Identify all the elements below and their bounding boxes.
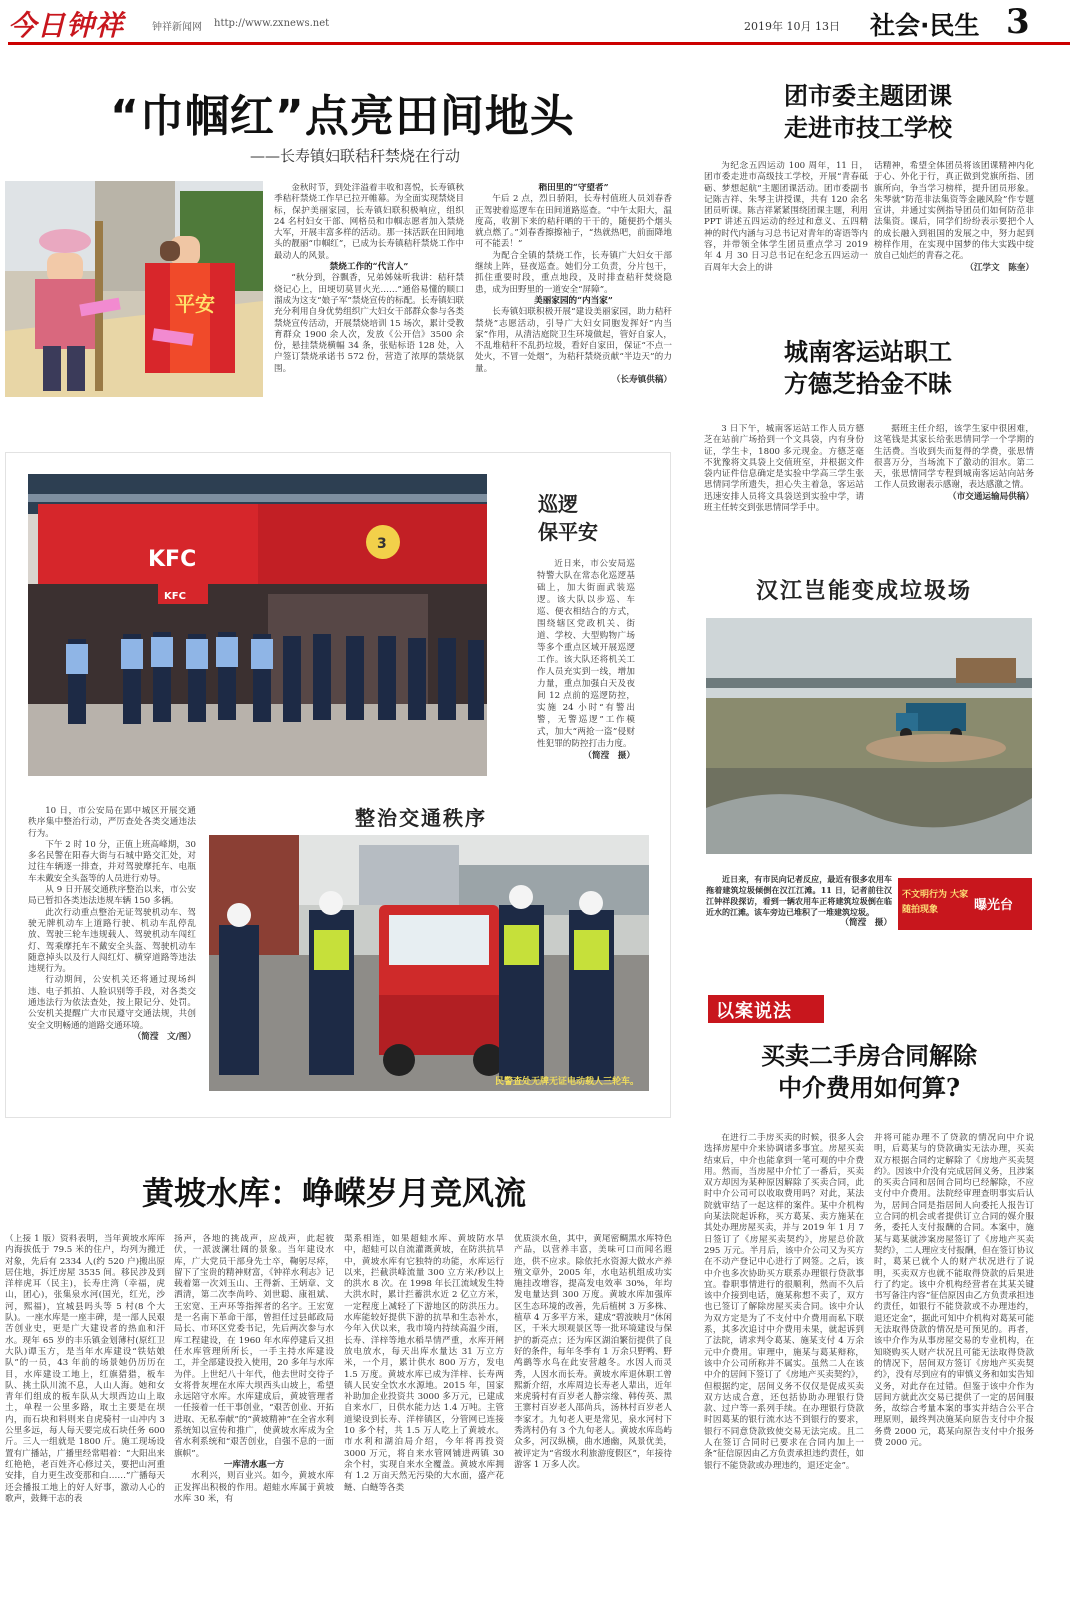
banner-number: 3 — [377, 536, 387, 552]
vest-text: 平安 — [175, 292, 215, 316]
league-title-line2: 走进市技工学校 — [784, 113, 952, 142]
station-col-1 — [704, 424, 864, 536]
station-title-line2: 方德芝拾金不昧 — [784, 369, 952, 398]
station-title — [700, 336, 1036, 400]
page-number: 3 — [1006, 2, 1030, 42]
patrol-p1: 近日来，市公安局巡特警大队在常态化巡逻基础上，加大街面武装巡逻。该大队以步巡、车巡、便衣相结合的方式，围绕辖区党政机关、街道、学校、大型购物广场等多个重点区域开展巡逻工作。该大队还将机关工作人员充实到一线，增加力量，重点加强白天及夜间 12 点前的巡逻防控，实施 24 小时“有警出警，无警巡逻”工作模式，加大“两抢一盗”侵财性犯罪的防控打击力度。 — [537, 559, 635, 749]
lead-subhead-c: 美丽家园的“内当家” — [534, 295, 613, 306]
masthead-site: 钟祥新闻网 — [152, 22, 202, 33]
exposure-badge-right: 曝光台 — [974, 898, 1014, 913]
lead-p5: 长寿镇妇联积极开展“建设美丽家园，助力秸秆禁烧”志愿活动，引导广大妇女同胞发挥好“内当家”作用，从清洁庭院卫生环境做起，管好自家人，不乱堆秸秆不乱扔垃圾，看好自家田，保证“不点一处火，不冒一处烟”，为秸秆禁烧贡献“半边天”的力量。 — [475, 307, 672, 374]
patrol-title-line2: 保平安 — [538, 520, 598, 544]
law-title — [704, 1040, 1034, 1104]
lead-p2: “秋分到，谷飘香，兄弟姊妹听我讲：秸秆禁烧记心上，田埂切莫冒火光……”通俗易懂的顺口溜成为这支“娘子军”禁烧宣传的标配。长寿镇妇联充分利用自身优势组织广大妇女干部群众参与各类禁烧宣传活动，开展禁烧培训 15 场次，累计受教育群众 1900 余人次，发放《公开信》3500 余份，悬挂禁烧横幅 34 条，张贴标语 128 处，入户签订禁烧承诺书 572 份，营造了浓厚的禁烧氛围。 — [274, 273, 464, 374]
patrol-photo — [28, 474, 487, 776]
traffic-p5: 行动期间，公安机关还将通过现场纠违、电子抓拍、人脸识别等手段，对各类交通违法行为依法查处，按上限记分、处罚。公安机关提醒广大市民遵守交通法规，共创安全文明畅通的道路交通环境。 — [28, 975, 196, 1031]
reservoir-col-3 — [344, 1234, 504, 1617]
traffic-credit: （简滢 文/图） — [132, 1031, 196, 1042]
masthead-url[interactable]: http://www.zxnews.net — [214, 18, 330, 29]
traffic-p3: 从 9 日开展交通秩序整治以来，市公安局已暂扣各类违法违规车辆 150 多辆。 — [28, 885, 196, 907]
lead-subtitle: ——长寿镇妇联秸秆禁烧在行动 — [250, 147, 461, 165]
reservoir-p1: （上接 1 版）资料表明，当年黄坡水库库内海拔低于 79.5 米的住户，均列为搬迁对象，先后有 2334 人(约 520 户)搬出原居住地，拆迁房屋 3535 间。移民涉及到洋梓虎耳（民主)，长寿庄湾（幸福，虎山，团心)，张集泉水河(国光，红光，沙河，熙福)，宜城县吗头等 5 村(8 个大队)。一座水库是一座丰碑，是一部人民艰苦创业史，更是广大建设者的热血和汗水。现年 65 岁的丰乐镇金划薄村(原红卫大队)谭玉方，是当年水库建设“铁姑娘队”的一员，43 年前的场景她仍历历在目，水库建设工地上，红旗猎猎，板车队、挑土队川流不息，人山人海。她和女青年们组成的板车队从大坝西边山上取土，单程一公里多路，取土主要是在坝内，而石块和料则来自虎骑村一山冲内 3 公里多远，每人每天要完成石块任务 600 斤。三人一组就是 1800 斤。施工现场设置有广播站，广播里经常唱着：“大阳出来红艳艳，老百姓齐心修过关，要把山河重安排，自力更生改变那和白……”广播每天还会播报工地上的好人好事，激动人心的歌声，鼓舞干志的表 — [5, 1234, 165, 1504]
reservoir-headline: 黄坡水库：峥嵘岁月竞风流 — [142, 1174, 527, 1212]
masthead-logo: 今日钟祥 — [8, 9, 125, 42]
kfc-sign: KFC — [148, 547, 197, 572]
lead-p4: 为配合全镇的禁烧工作，长寿镇广大妇女干部继续上阵，昼夜巡查。她们分工负责，分片包干，抓住重要时段，重点地段，及时排查秸秆焚烧隐患，成为田野里的一道安全“屏障”。 — [475, 250, 672, 295]
traffic-photo — [209, 835, 649, 1091]
law-col-2 — [874, 1133, 1034, 1617]
station-p1: 3 日下午，城南客运站工作人员方德芝在站前广场拾到一个文具袋，内有身份证，学生卡，1800 多元现金。方德芝毫不犹豫将文具袋上交值班室，并根据文件袋内证件信息确定是实验中学高三学生张思情同学所遗失，担心失主着急，客运站迅速安排人员将文具袋送到实验中学，请班主任转交到张思情同学手中。 — [704, 424, 864, 514]
league-title — [700, 80, 1036, 144]
lead-p1: 金秋时节，到处洋溢着丰收和喜悦，长寿镇秋季秸秆禁烧工作早已拉开帷幕。为全面实现禁烧目标，保护美丽家园，长寿镇妇联积极响应，组织 24 名村妇女干部、网格员和巾帼志愿者加入禁烧大军，开展丰富多样的活动。那一抹活跃在田间地头的靓丽“巾帼红”，已成为长寿镇秸秆禁烧工作中最动人的风景。 — [274, 183, 464, 261]
traffic-p1: 10 日，市公安局在郢中城区开展交通秩序集中整治行动，严厉查处各类交通违法行为。 — [28, 806, 196, 839]
lead-col-2 — [475, 183, 672, 397]
lead-subhead-b: 稻田里的“守望者” — [538, 183, 609, 193]
traffic-text — [28, 806, 196, 1104]
league-p1: 为纪念五四运动 100 周年，11 日，团市委走进市高级技工学校，开展“青春砥砺、梦想起航”主题团课活动。团市委副书记陈吉祥、朱琴主讲授课，共有 120 余名团员听课。陈吉祥紧紧围绕团课主题，利用 PPT 讲述五四运动的经过和意义、五四精神的时代内涵与习总书记对青年的寄语等内容，并带领全体学生团员重点学习 2019 年 4 月 30 日习总书记在纪念五四运动一百周年大会上的讲 — [704, 161, 868, 273]
patrol-title-line1: 巡逻 — [538, 492, 578, 516]
masthead-date: 2019年 10月 13日 — [744, 20, 840, 33]
patrol-text — [537, 558, 635, 776]
law-p2: 并将可能办理不了贷款的情况向中介说明，后葛某与的贷款确实无法办理，买卖双方根据合同约定解除了《房地产买卖契约》。因该中介没有完成居间义务，且涉案的买卖合同和居间合同均已经解除，不应支付中介费用。法院经审理查明事实后认为，居间合同是指居间人向委托人报告订立合同的机会或者提供订立合同的媒介服务，委托人支付报酬的合同。本案中，施某与葛某就涉案房屋签订了《房地产买卖契约》，二人理应支付报酬，但在签订协议时，葛某已就个人的财产状况进行了说明，买卖双方也就不能取得贷款的后果进行了约定。该中介机构经营者在其某关键书写备注内容“征信原因由乙方负责承担违约责任，如银行不能贷款或不办理违约，退还定金”，据此可知中介机构对葛某可能无法取得贷款的情况是可预见的。再者，该中介作为从事房屋交易的专业机构，在知晓购买人财产状况且可能无法取得贷款的情况下，居间双方签订《房地产买卖契约》，没有尽到应有的审慎义务和如实告知义务，对此存在过错。但鉴于该中介作为居间方就此次交易已提供了一定的居间服务，故综合考量本案的事实并结合公平合理原则，最终判决施某向原告支付中介报务费 2000 元，葛某向原告支付中介报务费 2000 元。 — [874, 1133, 1034, 1449]
lead-col-1 — [274, 183, 464, 397]
station-title-line1: 城南客运站职工 — [784, 337, 952, 366]
league-col-2 — [874, 161, 1034, 301]
law-title-line2: 中介费用如何算? — [777, 1073, 961, 1102]
lead-credit: （长寿镇供稿） — [611, 375, 672, 386]
station-credit: （市交通运输局供稿） — [948, 491, 1034, 502]
reservoir-p4: 渠系相连，如果超蛙水库、黄坡防水旱中，超蛙可以自流灌溉黄坡，在防洪抗旱中，黄坡水库有它独特的功能，水库运行以来，拦截洪峰流量 300 立方米/秒以上的洪水 8 次。在 1998 年长江流域发生特大洪水时，累计拦蓄洪水近 2 亿立方米，一定程度上减轻了下游地区的防洪压力。水库能较好提供下游的抗旱和生态补水，今年入伏以来，我市境内持续高温少雨，长寿、洋梓等地水稻旱情严重，水库开闸放电放水，每天出库水量达 31 万立方米，一个月，累计供水 800 万方，发电 1.5 万度。黄坡水库已成为洋梓、长寿两镇人民安全饮水水源地。2015 年，国家补助加企业投资共 3000 多万元，已建成自来水厂，日供水能力达 1.4 万吨。主管道梁设到长寿、洋梓镇区，分管网已连接 10 多个村，共 1.5 万人吃上了黄坡水。市水利和湖泊局介绍，今年将再投资 3000 万元，将自来水管网铺进两镇 30 余个村，实现自来水全覆盖。黄坡水库拥有 1.2 万亩天然无污染的大水面，盛产花鲢、白鲢等各类 — [344, 1234, 504, 1493]
exposure-badge — [898, 878, 1032, 930]
lead-photo — [5, 181, 263, 397]
reservoir-col-2 — [174, 1234, 334, 1617]
dump-credit: （简滢 摄） — [840, 918, 892, 928]
traffic-title: 整治交通秩序 — [355, 806, 487, 830]
dump-caption — [706, 874, 892, 936]
league-col-1 — [704, 161, 868, 301]
station-col-2 — [874, 424, 1034, 536]
reservoir-col-4 — [514, 1234, 672, 1617]
dump-photo — [706, 618, 1032, 854]
section-name: 社会·民生 — [870, 11, 980, 40]
dump-title: 汉江岂能变成垃圾场 — [756, 578, 973, 604]
masthead-rule — [8, 42, 1070, 45]
dump-caption-text: 近日来，有市民向记者反应，最近有很多农用车拖着建筑垃圾倾倒在汉江江滩。11 日，记者前往汉江钟祥段探访，看到一辆农用车正将建筑垃圾倒在临近水的江滩。该车旁边已堆积了一堆建筑垃圾。 — [706, 874, 892, 917]
masthead — [0, 0, 1078, 46]
exposure-badge-left: 不文明行为 大家随拍现象 — [902, 890, 969, 915]
patrol-credit: （简滢 摄） — [583, 751, 635, 761]
traffic-p2: 下午 2 时 10 分，正值上班高峰期，30 多名民警在阳春大街与石城中路交汇处，对过往车辆逐一排查，并对驾驶摩托车、电瓶车未戴安全头盔等的人员进行劝导。 — [28, 839, 196, 884]
lead-p3: 午后 2 点，烈日骄阳，长寿村值班人员刘春香正驾驶着巡逻车在田间道路巡查。“中午太阳大，温度高，收割下来的秸秆晒的干干的，随便扔个烟头就点燃了。”刘春香擦擦袖子，“热就热吧，前面降地可不能丢！” — [475, 194, 672, 250]
law-col-1 — [704, 1133, 864, 1617]
kfc-small-sign: KFC — [164, 591, 186, 602]
lead-subhead-a: 禁烧工作的“代言人” — [329, 262, 409, 273]
station-p2: 据班主任介绍，该学生家中很困难，这笔钱是其家长给张思情同学一个学期的生活费。当收到失而复得的学费，张思情很喜万分，当场流下了激动的泪水。第二天，张思情同学专程到城南客运站向站务工作人员致谢表示感谢，表达感激之情。 — [874, 424, 1034, 491]
league-credit: （江学文 陈奎） — [965, 262, 1034, 273]
reservoir-col-1 — [5, 1234, 165, 1617]
law-tag-label: 以案说法 — [716, 1001, 792, 1022]
law-title-line1: 买卖二手房合同解除 — [761, 1041, 977, 1070]
traffic-p4: 此次行动重点整治无证驾驶机动车、驾驶无牌机动车上道路行驶、机动车乱停乱放、驾驶三轮车违规载人、驾驶机动车闯红灯、驾乘摩托车不戴安全头盔、驾驶机动车随意掉头以及行人闯红灯、横穿道路等违法违规行为。 — [28, 907, 196, 975]
league-p2: 话精神，希望全体团员将该团课精神内化于心、外化于行，真正做到党旗所指、团旗所向，争当学习榜样，提升团员形象。朱琴就“防范非法集资等金融风险”作专题宣讲，并通过实例指导团员们如何防范非法集资。课后，同学们纷纷表示要把个人的成长融入到祖国的发展之中，努力起到榜样作用，在实现中国梦的伟大实践中绽放自己灿烂的青春之花。 — [874, 161, 1034, 262]
traffic-photo-caption: 民警查处无牌无证电动载人三轮车。 — [494, 1077, 639, 1087]
reservoir-p2: 扬声，各地的挑战声，应战声，此起彼伏，一派波澜壮阔的景象。当年建设水库，广大党员干部身先士卒，鞠躬尽瘁，留下了宝贵的精神财富，《钟祥水利志》记载着第一次刘玉山、王得新、王炳章、文洒清，第二次李尚吟、刘世聪、康祖斌、王宏宽、王声环等指挥者的名字。王宏宽是一名南下革命干部，曾担任过县邮政局局长、市环区党委书记，先后两次参与水库工程建设，在 1960 年水库停建后又担任水库管理所所长，一手主持水库建设工，并全部建设投入使用，20 多年与水库为伴。上世纪八十年代，他去世时交待子女将骨灰埋在水库大坝西头山坡上，希望永远陪守水库。水库建成后，黄坡管理者一任接着一任干事创业，“艰苦创业、开拓进取、无私奉献”的“黄坡精神”在全省水利系统知以宣传和推广，使黄坡水库成为全省水利系统和“艰苦创业，自强不息的一面旗帜”。 — [174, 1234, 334, 1459]
league-title-line1: 团市委主题团课 — [784, 81, 952, 110]
law-p1: 在进行二手房买卖的时候，很多人会选择房屋中介来协调诸多事宜。房屋买卖结束后，中介也能拿到一笔可观的中介费用。然而，当房屋中介忙了一番后，买卖双方却因为某种原因解除了买卖合同，此时中介公司可以收取费用吗？对此，某法院就审结了一起这样的案件。某中介机构向某法院起诉称，买方葛某、卖方施某在其处办理房屋买卖，并与 2019 年 1 月 7 日签订了《房屋买卖契约》，房屋总价款 295 万元。半月后，该中介公司又为买方在不动产登记中心进行了网签。之后，该中介也多次协助买方联系办理银行贷款事宜。眷职事情进行的很顺利，然而不久后该中介接到电话，施某称想不卖了，双方也已签订了解除房屋买卖合同。该中介认为双方定是为了不支付中介费用而私下联系，其多次追讨中介费用未果，就起诉到了法院，请求判令葛某、施某支付 4 万余元中介费用。审理中，施某与葛某辩称，该中介公司所称并不属实。虽然二人在该中介的居间下签订了《房地产买卖契约》，但根据约定，居间义务不仅仅是促成买卖双方达成合意，还包括协助办理银行贷款、过户等一系列手续。在办理银行贷款时因葛某的银行流水达不到银行的要求，银行不同意贷款致使交易无法完成。且二人在签订合同时已要求在合同内加上一条“征信原因由乙方负责承担违约责任，如银行不能贷款或办理违约，退还定金”。 — [704, 1133, 864, 1471]
patrol-title — [538, 490, 618, 546]
reservoir-p3: 水利兴，则百业兴。如今，黄坡水库正发挥出积极的作用。超蛙水库属于黄坡水库 30 米，有 — [174, 1471, 334, 1504]
lead-headline: “巾帼红”点亮田间地头 — [110, 91, 575, 142]
reservoir-p5: 优质淡水鱼，其中，黄尾密鲷黑水库特色产品，以营养丰富，美味可口而闻名遐迩，供不应求。除依托水资源大做水产养殖文章外，2005 年，水电站机组成功实施挂改增容，提高发电效率 30%，年均发电量达到 300 万度。黄坡水库加强库区生态环境的改善，先后植树 3 万多株、植草 4 万多平方米，建成“碧波映月”休闲区，千米大坝观景区等一批环境建设与保护的新亮点；还为库区湖泊繁衍提供了良好的条件，每年冬季有 1 万余只野鸭、野鸬鹚等水鸟在此安营越冬。水因人而灵秀，人因水而长寿。黄坡水库退休职工曾熙新介绍，水库周边长寿老人辈出，近年来虎骑村有百岁老人静宗缘、韩传英、黑王寨村百岁老人邵尚兵，汤林村百岁老人李家才。九旬老人更是常见，泉水河村下秀湾村仍有 3 个九旬老人。黄坡水库岛屿众多，河汉纵横，曲水通幽，风景优美，被评定为“省级水利旅游度假区”，年接待游客 1 万多人次。 — [514, 1234, 672, 1470]
reservoir-subhead: 一库清水惠一方 — [223, 1459, 285, 1470]
